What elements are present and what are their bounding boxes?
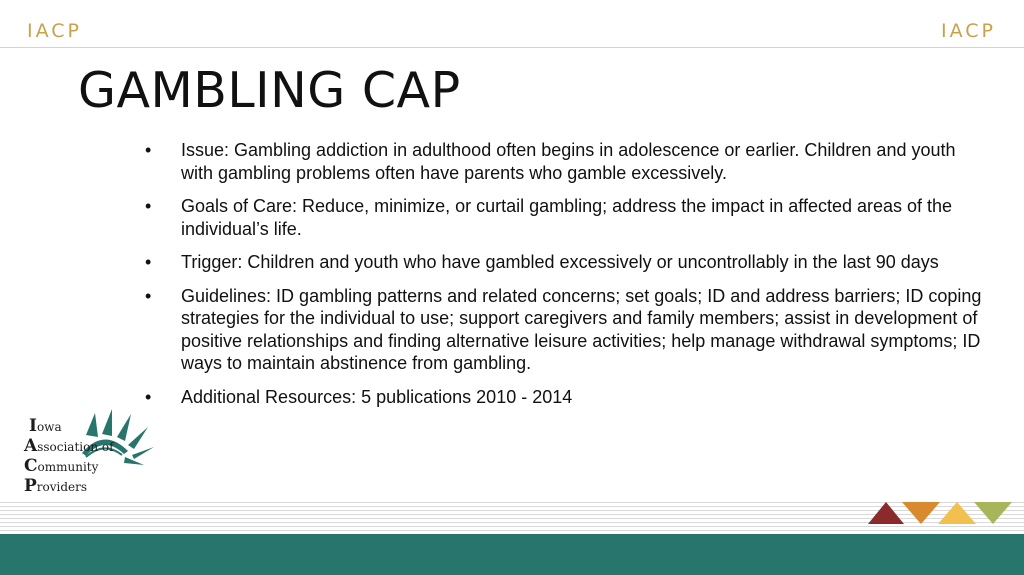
logo-cap: P bbox=[24, 476, 37, 496]
logo-cap: C bbox=[24, 456, 38, 476]
bullet-item-trigger bbox=[145, 251, 990, 274]
logo-rest: ssociation of bbox=[37, 440, 114, 454]
bullet-item-goals bbox=[145, 195, 990, 240]
brand-left: IACP bbox=[27, 20, 82, 42]
bullet-dot: • bbox=[145, 285, 152, 306]
triangle-yellow bbox=[938, 502, 976, 524]
triangle-green bbox=[974, 502, 1012, 524]
top-rule bbox=[0, 47, 1024, 48]
logo-line-iowa bbox=[24, 417, 114, 437]
logo-cap: I bbox=[29, 416, 37, 436]
bullet-dot: • bbox=[145, 196, 152, 216]
triangle-orange bbox=[902, 502, 940, 524]
bullet-item-issue bbox=[145, 139, 990, 184]
bullet-text: Goals of Care: Reduce, minimize, or curtail gambling; address the impact in affected areas of the individual’s life. bbox=[181, 196, 953, 239]
logo-rest: ommunity bbox=[37, 460, 99, 474]
bullet-text: Guidelines: ID gambling patterns and related concerns; set goals; ID and address barriers; ID coping strategies for the individual to use; support caregivers and family members; assist in development of positive relationships and finding alternative leisure activities; help manage withdrawal symptoms; ID ways to maintain abstinence from gambling. bbox=[181, 285, 982, 373]
logo-line-community bbox=[24, 457, 114, 477]
bullet-text: Issue: Gambling addiction in adulthood often begins in adolescence or earlier. Children and youth with gambling problems often have parents who gamble excessively. bbox=[181, 140, 956, 183]
brand-right: IACP bbox=[941, 20, 996, 42]
logo-wordmark bbox=[24, 417, 114, 497]
footer-band bbox=[0, 534, 1024, 575]
logo-rest: roviders bbox=[36, 480, 88, 494]
logo-line-providers bbox=[24, 477, 114, 497]
triangle-ornament bbox=[868, 500, 1016, 528]
logo-line-association bbox=[24, 437, 114, 457]
logo-rest: owa bbox=[36, 420, 62, 434]
slide-title: GAMBLING CAP bbox=[78, 62, 461, 119]
triangle-red bbox=[868, 502, 904, 524]
logo-cap: A bbox=[24, 436, 38, 456]
bullet-dot: • bbox=[145, 140, 152, 160]
iacp-logo bbox=[24, 405, 164, 497]
bullet-text: Additional Resources: 5 publications 2010 - 2014 bbox=[181, 386, 573, 407]
bullet-text: Trigger: Children and youth who have gambled excessively or uncontrollably in the last 90 days bbox=[181, 252, 939, 272]
bullet-dot: • bbox=[145, 386, 152, 407]
bullet-item-guidelines bbox=[145, 285, 990, 375]
bullet-item-resources bbox=[145, 386, 990, 409]
bullet-list bbox=[145, 139, 990, 419]
bullet-dot: • bbox=[145, 252, 152, 272]
